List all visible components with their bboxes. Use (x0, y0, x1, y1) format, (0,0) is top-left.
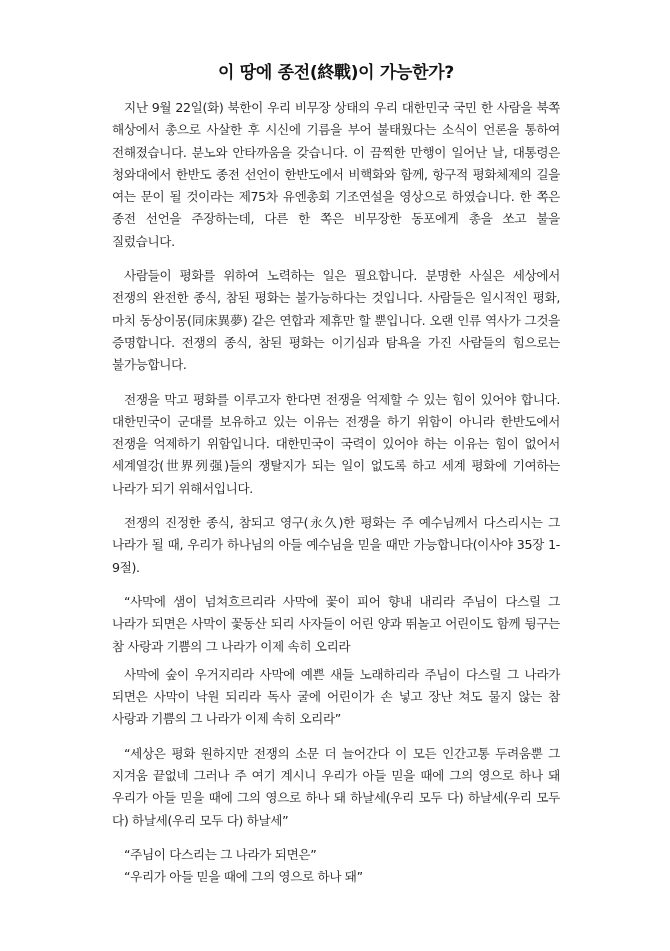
paragraph-true-peace: 전쟁의 진정한 종식, 참되고 영구(永久)한 평화는 주 예수님께서 다스리시는 그 나라가 될 때, 우리가 하나님의 아들 예수님을 믿을 때만 가능합니다(이사야 35장 1-9절). (112, 515, 560, 575)
paragraph-quote-line-1: “주님이 다스리는 그 나라가 되면은” (124, 846, 317, 862)
paragraph-quote-line-2: “우리가 아들 믿을 때에 그의 영으로 하나 돼” (124, 869, 363, 885)
paragraph-song-verse-2: 사막에 숲이 우거지리라 사막에 예쁜 새들 노래하리라 주님이 다스릴 그 나라가 되면은 사막이 낙원 되리라 독사 굴에 어린이가 손 넣고 장난 쳐도 물지 않는 참 사랑과 기쁨의 그 나라가 이제 속히 오리라” (112, 666, 560, 727)
document-page (112, 58, 560, 889)
paragraph-deterrence: 전쟁을 막고 평화를 이루고자 한다면 전쟁을 억제할 수 있는 힘이 있어야 합니다. 대한민국이 군대를 보유하고 있는 이유는 전쟁을 하기 위함이 아니라 한반도에서 전쟁을 억제하기 위함입니다. 대한민국이 국력이 있어야 하는 이유는 힘이 없어서 세계열강(世界列强)들의 쟁탈지가 되는 일이 없도록 하고 세계 평화에 기여하는 나라가 되기 위해서입니다. (112, 391, 560, 496)
paragraph-incident: 지난 9월 22일(화) 북한이 우리 비무장 상태의 우리 대한민국 국민 한 사람을 북쪽 해상에서 총으로 사살한 후 시신에 기름을 부어 불태웠다는 소식이 언론을 통하여 전해졌습니다. 분노와 안타까움을 갖습니다. 이 끔찍한 만행이 일어난 날, 대통령은 청와대에서 한반도 종전 선언이 한반도에서 비핵화와 함께, 항구적 평화체제의 길을 여는 문이 될 것이라는 제75차 유엔총회 기조연설을 영상으로 하였습니다. 한 쪽은 종전 선언을 주장하는데, 다른 한 쪽은 비무장한 동포에게 총을 쏘고 불을 질렀습니다. (112, 100, 560, 249)
paragraph-song-peace: “세상은 평화 원하지만 전쟁의 소문 더 늘어간다 이 모든 인간고통 두려움뿐 그 지겨움 끝없네 그러나 주 여기 계시니 우리가 아들 믿을 때에 그의 영으로 하나 돼 우리가 아들 믿을 때에 그의 영으로 하나 돼 하날세(우리 모두 다) 하날세(우리 모두 다) 하날세(우리 모두 다) 하날세” (112, 745, 560, 828)
paragraph-song-verse-1: “사막에 샘이 넘쳐흐르리라 사막에 꽃이 피어 향내 내리라 주님이 다스릴 그 나라가 되면은 사막이 꽃동산 되리 사자들이 어린 양과 뛰놀고 어린이도 함께 뒹구는 참 사랑과 기쁨의 그 나라가 이제 속히 오리라 (112, 593, 560, 654)
document-title: 이 땅에 종전(終戰)이 가능한가? (218, 63, 454, 83)
paragraph-peace-effort: 사람들이 평화를 위하여 노력하는 일은 필요합니다. 분명한 사실은 세상에서 전쟁의 완전한 종식, 참된 평화는 불가능하다는 것입니다. 사람들은 일시적인 평화, 마치 동상이몽(同床異夢) 같은 연합과 제휴만 할 뿐입니다. 오랜 인류 역사가 그것을 증명합니다. 전쟁의 종식, 참된 평화는 이기심과 탐욕을 가진 사람들의 힘으로는 불가능합니다. (112, 268, 560, 373)
